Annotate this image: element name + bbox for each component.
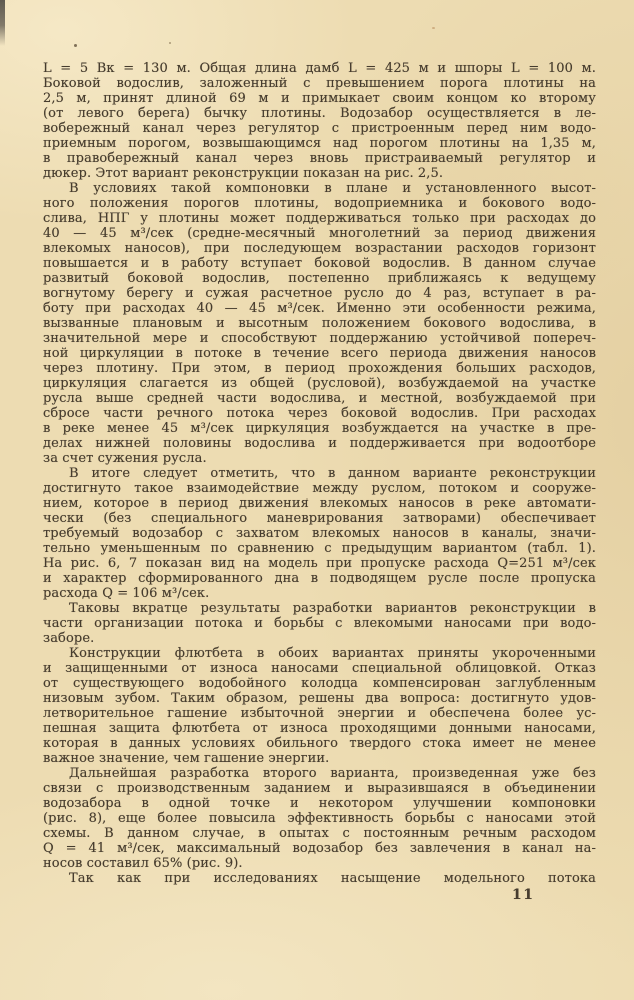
text-line: (рис. 8), еще более повысила эффективность борьбы с наносами этой (43, 811, 596, 826)
text-block (43, 61, 596, 886)
text-line: связи с производственным заданием и выразившаяся в объединении (43, 781, 596, 796)
text-line: которая в данных условиях обильного твердого стока имеет не менее (43, 736, 596, 751)
text-line: значительной мере и способствуют поддержанию устойчивой попереч- (43, 331, 596, 346)
paragraph (43, 181, 596, 466)
paragraph (43, 61, 596, 181)
text-line: дюкер. Этот вариант реконструкции показан на рис. 2,5. (43, 166, 444, 181)
text-line: делах нижней половины водослива и поддерживается при водоотборе (43, 436, 596, 451)
text-line: ного положения порогов плотины, водоприемника и бокового водо- (43, 196, 596, 211)
text-line: Боковой водослив, заложенный с превышением порога плотины на (43, 76, 596, 91)
paragraph (43, 871, 596, 886)
text-line: 40 — 45 м³/сек (средне-месячный многолетний за период движения (43, 226, 596, 241)
text-line: достигнуто такое взаимодействие между руслом, потоком и сооруже- (43, 481, 596, 496)
text-line: важное значение, чем гашение энергии. (43, 751, 330, 766)
text-line: низовым зубом. Таким образом, решены два вопроса: достигнуто удов- (43, 691, 596, 706)
paragraph (43, 646, 596, 766)
text-line: через плотину. При этом, в период прохождения больших расходов, (43, 361, 596, 376)
text-line: водозабора в одной точке и некотором улучшении компоновки (43, 796, 596, 811)
text-line: летворительное гашение избыточной энергии и обеспечена более ус- (43, 706, 596, 721)
text-line: носов составил 65% (рис. 9). (43, 856, 243, 871)
page-number: 11 (512, 887, 535, 903)
text-line: пешная защита флютбета от износа проходящими донными наносами, (43, 721, 596, 736)
paper-speck (432, 27, 435, 29)
text-line: В итоге следует отметить, что в данном варианте реконструкции (69, 466, 596, 481)
text-line: от существующего водобойного колодца компенсирован заглубленным (43, 676, 596, 691)
text-line: Q = 41 м³/сек, максимальный водозабор без завлечения в канал на- (43, 841, 596, 856)
text-line: циркуляция слагается из общей (русловой), возбуждаемой на участке (43, 376, 596, 391)
paper-speck (169, 42, 171, 44)
text-line: требуемый водозабор с захватом влекомых наносов в каналы, значи- (43, 526, 596, 541)
text-line: и характер сформированного дна в подводящем русле после пропуска (43, 571, 596, 586)
text-line: ной циркуляции в потоке в течение всего периода движения наносов (43, 346, 596, 361)
paragraph (43, 601, 596, 646)
text-line: и защищенными от износа наносами специальной облицовкой. Отказ (43, 661, 596, 676)
paragraph (43, 766, 596, 871)
text-line: развитый боковой водослив, постепенно приближаясь к ведущему (43, 271, 596, 286)
text-line: Конструкции флютбета в обоих вариантах приняты укороченными (69, 646, 596, 661)
text-line: 2,5 м, принят длиной 69 м и примыкает своим концом ко второму (43, 91, 596, 106)
text-line: за счет сужения русла. (43, 451, 207, 466)
text-line: вогнутому берегу и сужая расчетное русло до 4 раз, вступает в ра- (43, 286, 596, 301)
paragraph (43, 466, 596, 601)
text-line: схемы. В данном случае, в опытах с постоянным речным расходом (43, 826, 596, 841)
text-line: (от левого берега) бычку плотины. Водозабор осуществляется в ле- (43, 106, 596, 121)
paper-speck (74, 44, 77, 47)
text-line: нием, которое в период движения влекомых наносов в реке автомати- (43, 496, 596, 511)
text-line: части организации потока и борьбы с влекомыми наносами при водо- (43, 616, 596, 631)
text-line: L = 5 Bк = 130 м. Общая длина дамб L = 425 м и шпоры L = 100 м. (43, 61, 596, 76)
text-line: русла выше средней части водослива, и местной, возбуждаемой при (43, 391, 596, 406)
text-line: Таковы вкратце результаты разработки вариантов реконструкции в (69, 601, 596, 616)
text-line: вобережный канал через регулятор с пристроенным перед ним водо- (43, 121, 596, 136)
text-line: расхода Q = 106 м³/сек. (43, 586, 210, 601)
text-line: слива, НПГ у плотины может поддерживаться только при расходах до (43, 211, 596, 226)
text-line: заборе. (43, 631, 95, 646)
text-line: Дальнейшая разработка второго варианта, произведенная уже без (69, 766, 596, 781)
text-line: повышается и в работу вступает боковой водослив. В данном случае (43, 256, 596, 271)
text-line: На рис. 6, 7 показан вид на модель при пропуске расхода Q=251 м³/сек (43, 556, 596, 571)
text-line: Так как при исследованиях насыщение модельного потока (69, 871, 596, 886)
text-line: в реке менее 45 м³/сек циркуляция возбуждается на участке в пре- (43, 421, 596, 436)
text-line: приемным порогом, возвышающимся над порогом плотины на 1,35 м, (43, 136, 596, 151)
text-line: в правобережный канал через вновь пристраиваемый регулятор и (43, 151, 596, 166)
text-line: чески (без специального маневрирования затворами) обеспечивает (43, 511, 596, 526)
text-line: тельно уменьшенным по сравнению с предыдущим вариантом (табл. 1). (43, 541, 596, 556)
text-line: В условиях такой компоновки в плане и установленного высот- (69, 181, 596, 196)
scan-edge-artifact (0, 0, 5, 46)
text-line: сбросе части речного потока через боковой водослив. При расходах (43, 406, 596, 421)
text-line: боту при расходах 40 — 45 м³/сек. Именно эти особенности режима, (43, 301, 596, 316)
text-line: влекомых наносов), при последующем возрастании расходов горизонт (43, 241, 596, 256)
text-line: вызванные плановым и высотным положением бокового водослива, в (43, 316, 596, 331)
